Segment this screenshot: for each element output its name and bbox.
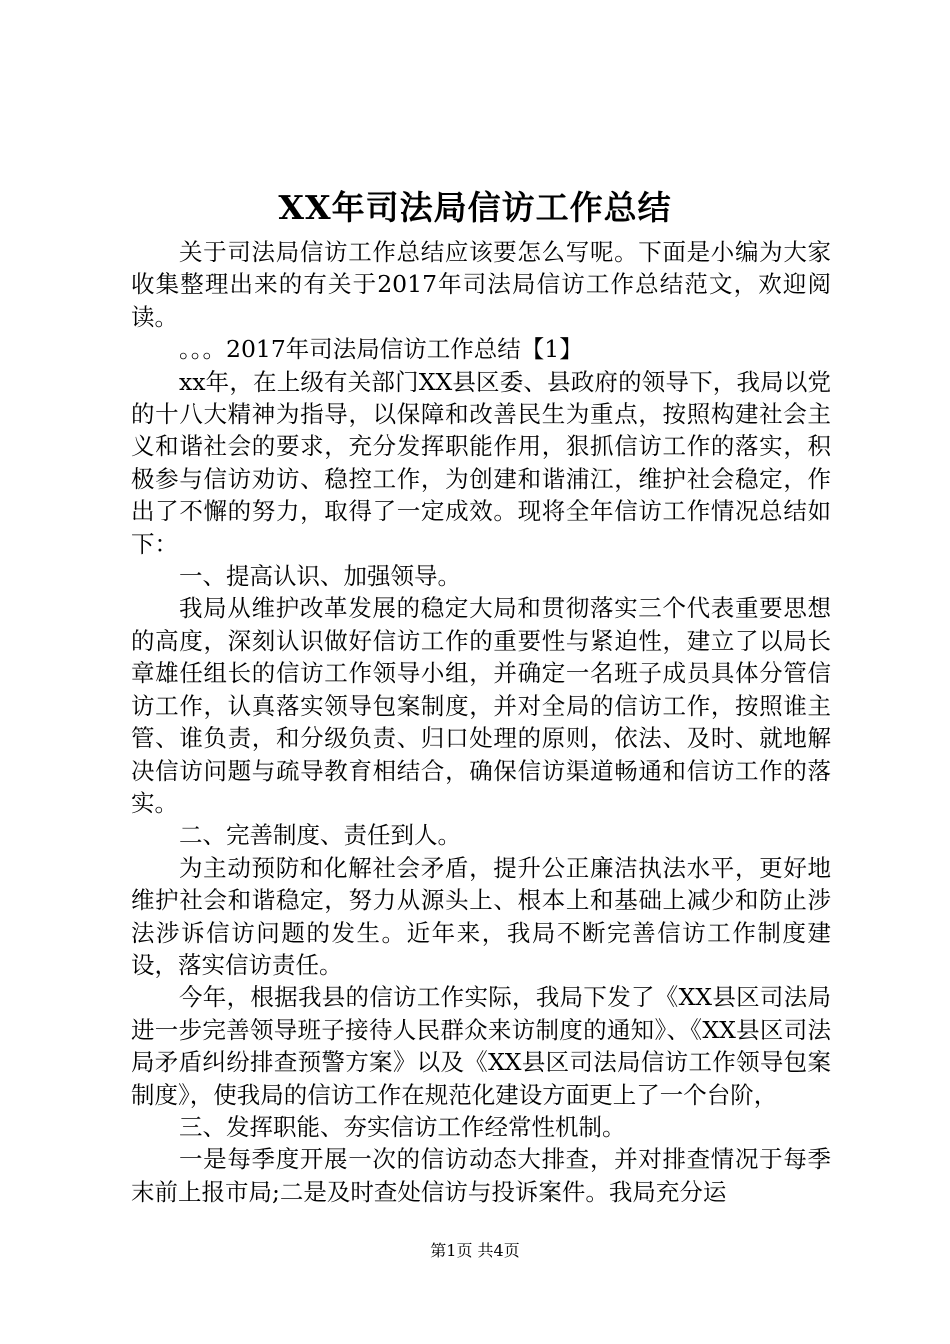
paragraph-regulations: 今年，根据我县的信访工作实际，我局下发了《XX县区司法局进一步完善领导班子接待人民群众来访制度的通知》、《XX县区司法局矛盾纠纷排查预警方案》以及《XX县区司法局信访工作领导包案制度》，使我局的信访工作在规范化建设方面更上了一个台阶， — [131, 983, 831, 1109]
paragraph-intro: 关于司法局信访工作总结应该要怎么写呢。下面是小编为大家收集整理出来的有关于2017年司法局信访工作总结范文，欢迎阅读。 — [131, 238, 831, 331]
paragraph-heading-1: 一、提高认识、加强领导。 — [179, 562, 461, 591]
page-footer: 第1页 共4页 — [430, 1241, 520, 1260]
document-title: XX年司法局信访工作总结 — [278, 188, 672, 227]
paragraph-heading-2: 二、完善制度、责任到人。 — [179, 821, 461, 850]
paragraph-section-heading: 。。。2017年司法局信访工作总结【1】 — [179, 335, 583, 364]
document-body — [131, 236, 831, 1208]
paragraph-overview: xx年，在上级有关部门XX县区委、县政府的领导下，我局以党的十八大精神为指导，以保障和改善民生为重点，按照构建社会主义和谐社会的要求，充分发挥职能作用，狠抓信访工作的落实，积极参与信访劝访、稳控工作，为创建和谐浦江，维护社会稳定，作出了不懈的努力，取得了一定成效。现将全年信访工作情况总结如下： — [131, 367, 831, 558]
paragraph-prevention: 为主动预防和化解社会矛盾，提升公正廉洁执法水平，更好地维护社会和谐稳定，努力从源头上、根本上和基础上减少和防止涉法涉诉信访问题的发生。近年来，我局不断完善信访工作制度建设，落实信访责任。 — [131, 853, 831, 979]
paragraph-leadership: 我局从维护改革发展的稳定大局和贯彻落实三个代表重要思想的高度，深刻认识做好信访工作的重要性与紧迫性，建立了以局长章雄任组长的信访工作领导小组，并确定一名班子成员具体分管信访工作，认真落实领导包案制度，并对全局的信访工作，按照谁主管、谁负责，和分级负责、归口处理的原则，依法、及时、就地解决信访问题与疏导教育相结合，确保信访渠道畅通和信访工作的落实。 — [131, 594, 831, 817]
paragraph-heading-3: 三、发挥职能、夯实信访工作经常性机制。 — [179, 1112, 626, 1141]
paragraph-mechanism: 一是每季度开展一次的信访动态大排查，并对排查情况于每季末前上报市局;二是及时查处信访与投诉案件。我局充分运 — [131, 1145, 831, 1206]
